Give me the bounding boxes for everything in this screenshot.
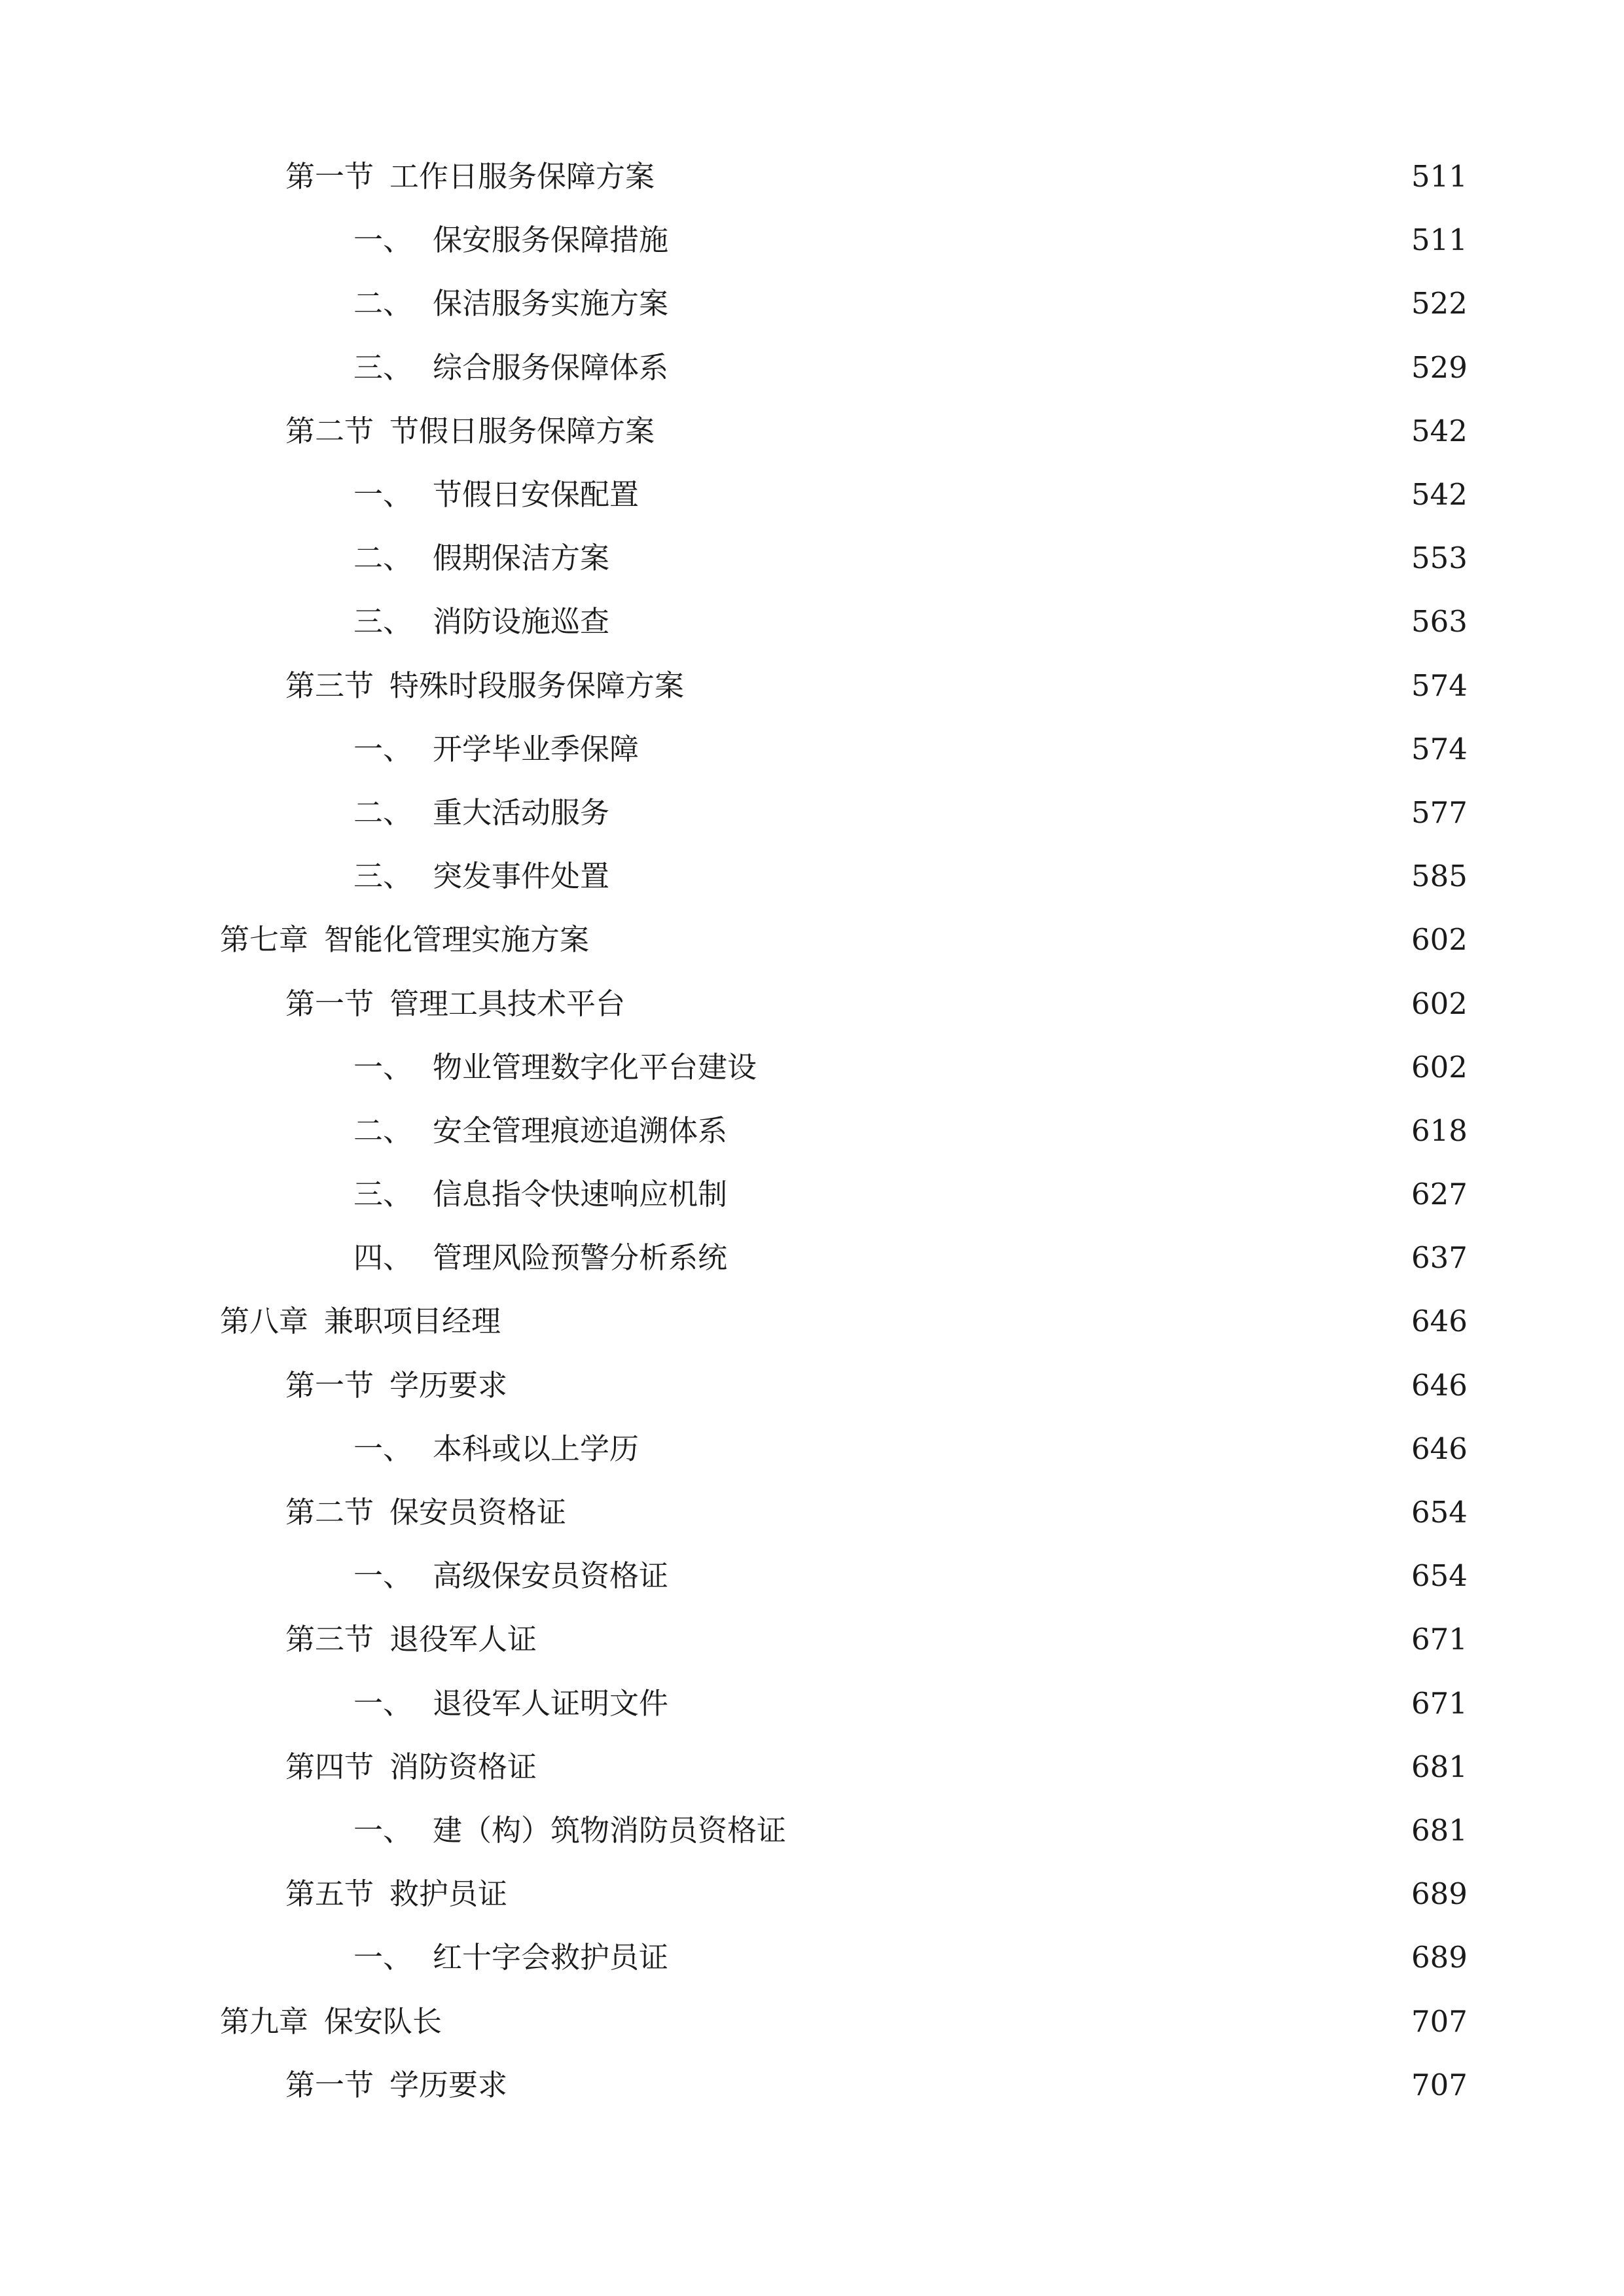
toc-entry-title (220, 2003, 442, 2039)
toc-entry-text: 救护员证 (389, 1876, 508, 1912)
toc-entry-item[interactable] (0, 1226, 1624, 1289)
dot-leader (648, 734, 1399, 764)
toc-entry-title (353, 859, 610, 894)
toc-entry-number: 一、 (353, 731, 413, 766)
toc-entry-page-number: 671 (1411, 1622, 1468, 1657)
toc-entry-page-number: 553 (1411, 541, 1468, 576)
toc-entry-number: 三、 (353, 1177, 413, 1212)
toc-entry-item[interactable] (0, 1099, 1624, 1162)
toc-entry-page-number: 646 (1411, 1304, 1468, 1339)
toc-entry-text: 消防资格证 (389, 1749, 537, 1784)
toc-entry-title (285, 1367, 508, 1403)
toc-entry-number: 二、 (353, 795, 413, 830)
toc-entry-text: 特殊时段服务保障方案 (389, 668, 685, 703)
toc-entry-title (353, 541, 610, 576)
dot-leader (619, 607, 1399, 636)
toc-entry-text: 安全管理痕迹追溯体系 (433, 1113, 728, 1148)
toc-entry-number: 一、 (353, 1049, 413, 1085)
dot-leader (648, 1434, 1399, 1463)
toc-entry-text: 工作日服务保障方案 (389, 159, 655, 194)
dot-leader (736, 1243, 1399, 1272)
toc-entry-text: 管理工具技术平台 (389, 986, 626, 1021)
dot-leader (736, 1116, 1399, 1145)
toc-entry-section[interactable] (0, 971, 1624, 1035)
toc-entry-chapter[interactable] (0, 1989, 1624, 2053)
toc-entry-page-number: 511 (1411, 159, 1468, 194)
toc-entry-page-number: 542 (1411, 413, 1468, 448)
dot-leader (510, 1306, 1399, 1336)
toc-entry-item[interactable] (0, 1162, 1624, 1226)
toc-entry-title (353, 1940, 669, 1975)
toc-entry-title (353, 604, 610, 639)
dot-leader (693, 671, 1399, 700)
toc-entry-item[interactable] (0, 590, 1624, 653)
toc-entry-section[interactable] (0, 2053, 1624, 2117)
toc-entry-page-number: 563 (1411, 604, 1468, 639)
dot-leader (516, 2070, 1399, 2100)
toc-entry-title (285, 1495, 567, 1530)
toc-entry-text: 重大活动服务 (433, 795, 610, 830)
toc-entry-section[interactable] (0, 145, 1624, 208)
toc-entry-number: 四、 (353, 1240, 413, 1276)
toc-entry-page-number: 627 (1411, 1177, 1468, 1212)
toc-entry-title (353, 1177, 728, 1212)
toc-entry-number: 二、 (353, 1113, 413, 1148)
toc-entry-number: 第二节 (285, 413, 374, 448)
dot-leader (451, 2007, 1399, 2036)
toc-entry-number: 第一节 (285, 986, 374, 1021)
toc-entry-item[interactable] (0, 844, 1624, 908)
toc-entry-text: 学历要求 (389, 1367, 508, 1403)
dot-leader (516, 1879, 1399, 1909)
toc-entry-text: 建（构）筑物消防员资格证 (433, 1812, 787, 1848)
toc-entry-text: 节假日安保配置 (433, 477, 640, 512)
toc-entry-page-number: 602 (1411, 1049, 1468, 1085)
toc-entry-text: 开学毕业季保障 (433, 731, 640, 766)
toc-entry-section[interactable] (0, 1735, 1624, 1799)
toc-entry-page-number: 602 (1411, 922, 1468, 958)
toc-entry-title (353, 1812, 787, 1848)
table-of-contents (0, 145, 1624, 2117)
toc-entry-section[interactable] (0, 1480, 1624, 1544)
dot-leader (546, 1624, 1399, 1654)
toc-entry-number: 二、 (353, 541, 413, 576)
toc-entry-item[interactable] (0, 1799, 1624, 1862)
toc-entry-item[interactable] (0, 1544, 1624, 1607)
toc-entry-item[interactable] (0, 208, 1624, 272)
dot-leader (677, 353, 1399, 382)
toc-entry-text: 保洁服务实施方案 (433, 286, 669, 321)
toc-entry-number: 第三节 (285, 668, 374, 703)
toc-entry-section[interactable] (0, 1354, 1624, 1417)
toc-entry-title (353, 795, 610, 830)
toc-entry-page-number: 637 (1411, 1240, 1468, 1276)
toc-entry-page-number: 681 (1411, 1749, 1468, 1784)
toc-entry-text: 保安队长 (324, 2003, 442, 2039)
toc-entry-text: 智能化管理实施方案 (324, 922, 590, 958)
toc-entry-page-number: 646 (1411, 1431, 1468, 1466)
toc-entry-text: 管理风险预警分析系统 (433, 1240, 728, 1276)
toc-entry-title (353, 731, 640, 766)
toc-entry-page-number: 585 (1411, 859, 1468, 894)
toc-entry-item[interactable] (0, 463, 1624, 526)
toc-entry-item[interactable] (0, 1672, 1624, 1735)
dot-leader (619, 543, 1399, 573)
toc-entry-page-number: 689 (1411, 1940, 1468, 1975)
toc-entry-text: 学历要求 (389, 2067, 508, 2102)
toc-entry-page-number: 646 (1411, 1367, 1468, 1403)
toc-entry-page-number: 529 (1411, 350, 1468, 385)
dot-leader (664, 162, 1399, 191)
toc-entry-title (285, 159, 655, 194)
toc-entry-page-number: 602 (1411, 986, 1468, 1021)
toc-entry-text: 保安服务保障措施 (433, 223, 669, 258)
toc-entry-text: 本科或以上学历 (433, 1431, 640, 1466)
toc-entry-title (353, 477, 640, 512)
toc-entry-text: 信息指令快速响应机制 (433, 1177, 728, 1212)
dot-leader (546, 1752, 1399, 1782)
toc-entry-title (353, 1049, 757, 1085)
toc-entry-title (353, 1240, 728, 1276)
toc-entry-number: 第三节 (285, 1622, 374, 1657)
toc-entry-number: 第八章 (220, 1304, 309, 1339)
dot-leader (634, 989, 1399, 1018)
toc-entry-number: 一、 (353, 1812, 413, 1848)
toc-entry-number: 第一节 (285, 159, 374, 194)
toc-entry-page-number: 542 (1411, 477, 1468, 512)
toc-entry-title (285, 1876, 508, 1912)
toc-entry-number: 一、 (353, 477, 413, 512)
toc-entry-number: 第二节 (285, 1495, 374, 1530)
toc-entry-chapter[interactable] (0, 1289, 1624, 1353)
toc-entry-page-number: 654 (1411, 1558, 1468, 1594)
toc-entry-item[interactable] (0, 272, 1624, 335)
toc-entry-page-number: 689 (1411, 1876, 1468, 1912)
toc-entry-number: 一、 (353, 1685, 413, 1721)
toc-entry-text: 综合服务保障体系 (433, 350, 669, 385)
toc-entry-title (220, 1304, 501, 1339)
toc-entry-number: 一、 (353, 1431, 413, 1466)
dot-leader (664, 416, 1399, 446)
toc-entry-title (285, 1749, 537, 1784)
toc-entry-text: 物业管理数字化平台建设 (433, 1049, 757, 1085)
toc-entry-number: 一、 (353, 1940, 413, 1975)
toc-entry-page-number: 574 (1411, 731, 1468, 766)
toc-entry-page-number: 574 (1411, 668, 1468, 703)
toc-entry-section[interactable] (0, 1862, 1624, 1926)
toc-entry-text: 保安员资格证 (389, 1495, 567, 1530)
toc-entry-item[interactable] (0, 1035, 1624, 1099)
toc-entry-text: 假期保洁方案 (433, 541, 610, 576)
toc-entry-number: 第一节 (285, 2067, 374, 2102)
toc-entry-title (285, 413, 655, 448)
toc-entry-title (285, 2067, 508, 2102)
toc-entry-item[interactable] (0, 1417, 1624, 1480)
toc-entry-number: 一、 (353, 223, 413, 258)
toc-entry-number: 二、 (353, 286, 413, 321)
toc-entry-number: 第五节 (285, 1876, 374, 1912)
toc-entry-title (220, 922, 590, 958)
dot-leader (575, 1498, 1399, 1527)
toc-entry-number: 第九章 (220, 2003, 309, 2039)
toc-entry-number: 三、 (353, 859, 413, 894)
dot-leader (648, 480, 1399, 509)
dot-leader (677, 289, 1399, 318)
toc-entry-number: 一、 (353, 1558, 413, 1594)
toc-entry-text: 退役军人证明文件 (433, 1685, 669, 1721)
dot-leader (766, 1052, 1399, 1082)
dot-leader (598, 925, 1399, 954)
toc-entry-item[interactable] (0, 1926, 1624, 1989)
toc-entry-page-number: 618 (1411, 1113, 1468, 1148)
toc-entry-text: 突发事件处置 (433, 859, 610, 894)
toc-entry-title (353, 350, 669, 385)
toc-entry-title (353, 1113, 728, 1148)
dot-leader (677, 225, 1399, 255)
dot-leader (619, 798, 1399, 827)
toc-entry-item[interactable] (0, 336, 1624, 399)
toc-entry-number: 第七章 (220, 922, 309, 958)
toc-entry-number: 三、 (353, 604, 413, 639)
toc-entry-page-number: 577 (1411, 795, 1468, 830)
toc-entry-title (285, 1622, 537, 1657)
dot-leader (736, 1179, 1399, 1209)
toc-entry-page-number: 671 (1411, 1685, 1468, 1721)
dot-leader (619, 861, 1399, 891)
toc-entry-page-number: 522 (1411, 286, 1468, 321)
toc-entry-section[interactable] (0, 1607, 1624, 1671)
toc-entry-number: 第四节 (285, 1749, 374, 1784)
toc-entry-text: 高级保安员资格证 (433, 1558, 669, 1594)
toc-entry-item[interactable] (0, 526, 1624, 590)
toc-entry-title (353, 1431, 640, 1466)
dot-leader (795, 1816, 1399, 1845)
toc-entry-item[interactable] (0, 781, 1624, 844)
toc-entry-title (285, 986, 626, 1021)
dot-leader (677, 1943, 1399, 1972)
toc-entry-page-number: 707 (1411, 2067, 1468, 2102)
toc-entry-page-number: 654 (1411, 1495, 1468, 1530)
toc-entry-number: 三、 (353, 350, 413, 385)
toc-entry-page-number: 707 (1411, 2003, 1468, 2039)
toc-entry-title (353, 223, 669, 258)
toc-entry-page-number: 681 (1411, 1812, 1468, 1848)
toc-entry-text: 红十字会救护员证 (433, 1940, 669, 1975)
toc-entry-section[interactable] (0, 399, 1624, 463)
toc-entry-section[interactable] (0, 654, 1624, 717)
toc-entry-title (285, 668, 685, 703)
toc-entry-item[interactable] (0, 717, 1624, 781)
toc-entry-title (353, 286, 669, 321)
toc-entry-chapter[interactable] (0, 908, 1624, 971)
toc-entry-text: 兼职项目经理 (324, 1304, 501, 1339)
toc-entry-title (353, 1685, 669, 1721)
toc-entry-title (353, 1558, 669, 1594)
toc-entry-page-number: 511 (1411, 223, 1468, 258)
dot-leader (677, 1561, 1399, 1590)
toc-entry-text: 节假日服务保障方案 (389, 413, 655, 448)
dot-leader (677, 1689, 1399, 1718)
toc-entry-text: 退役军人证 (389, 1622, 537, 1657)
toc-entry-text: 消防设施巡查 (433, 604, 610, 639)
toc-entry-number: 第一节 (285, 1367, 374, 1403)
dot-leader (516, 1371, 1399, 1400)
